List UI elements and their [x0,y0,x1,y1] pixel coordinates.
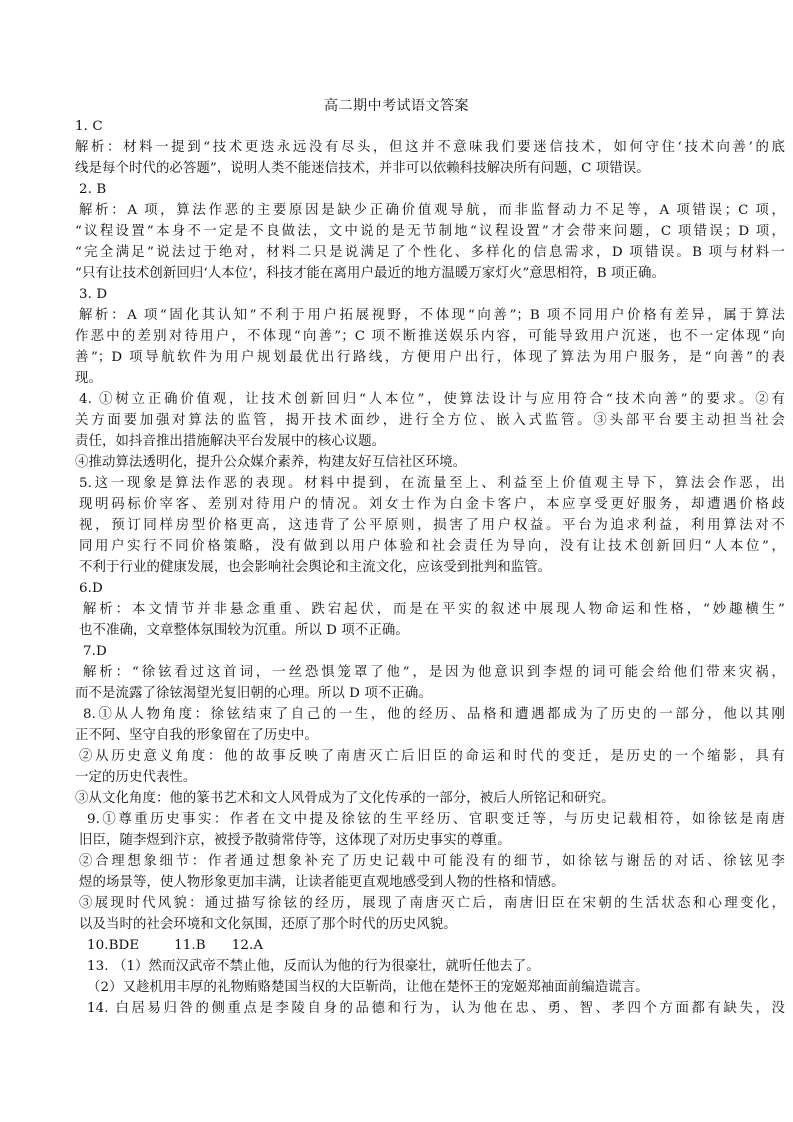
page-title: 高二期中考试语文答案 [324,98,469,114]
text-line: 煜的场景等，使人物形象更加丰满，让读者能更直观地感受到人物的性格和情感。 [79,875,565,890]
text-line: 现明码标价宰客、差别对待用户的情况。刘女士作为白金卡客户，本应享受更好服务，却遭遇价格歧 [79,497,785,512]
answer-number: 3. D [79,287,108,302]
text-line: 以及当时的社会环境和文化氛围，还原了那个时代的历史风貌。 [79,917,457,932]
text-line: 旧臣，随李煜到汴京，被授予散骑常侍等，这体现了对历史事实的尊重。 [79,833,511,848]
answer-number: 10.BDE 11.B 12.A [87,938,264,953]
text-line: 不利于行业的健康发展，也会影响社会舆论和主流文化，应该受到批判和监管。 [79,560,552,575]
text-line: 正不阿、坚守自我的形象留在了历史中。 [75,728,318,743]
text-line: 现。 [75,371,102,386]
answer-number: 6.D [79,581,103,596]
text-line: 解析：本文情节并非悬念重重、跌宕起伏，而是在平实的叙述中展现人物命运和性格，“妙趣横生” [83,602,785,617]
text-line: “议程设置”本身不一定是不良做法，文中说的是无节制地“议程设置”才会带来问题，C 项错误；D 项， [75,224,785,239]
text-line: 9.①尊重历史事实：作者在文中提及徐铉的生平经历、官职变迁等，与历史记载相符，如徐铉是南唐 [87,812,785,827]
text-line: ②从历史意义角度：他的故事反映了南唐灭亡后旧臣的命运和时代的变迁，是历史的一个缩影，具有 [79,749,785,764]
text-line: 善”；D 项导航软件为用户规划最优出行路线，方便用户出行，体现了算法为用户服务，是“向善”的表 [75,350,785,365]
text-line: 解析：“徐铉看过这首词，一丝恐惧笼罩了他”，是因为他意识到李煜的词可能会给他们带来灾祸， [83,665,785,680]
text-line: 8.①从人物角度：徐铉结束了自己的一生，他的经历、品格和遭遇都成为了历史的一部分，他以其刚 [83,707,785,722]
text-line: 责任，如抖音推出措施解决平台发展中的核心议题。 [75,434,386,449]
text-line: ③展现时代风貌：通过描写徐铉的经历，展现了南唐灭亡后，南唐旧臣在宋朝的生活状态和心理变化， [79,896,785,911]
text-line: ②合理想象细节：作者通过想象补充了历史记载中可能没有的细节，如徐铉与谢岳的对话、徐铉见李 [79,854,785,869]
text-line: 一定的历史代表性。 [75,770,197,785]
text-line: 而不是流露了徐铉渴望光复旧朝的心理。所以 D 项不正确。 [75,686,432,701]
text-line: 视，预订同样房型价格更高，这违背了公平原则，损害了用户权益。平台为追求利益，利用算法对不 [79,518,785,533]
text-line: 线是每个时代的必答题”，说明人类不能迷信技术，并非可以依赖科技解决所有问题，C 项错误。 [75,161,650,176]
answer-number: 1. C [75,119,103,134]
text-line: 也不准确，文章整体氛围较为沉重。所以 D 项不正确。 [79,623,409,638]
text-line: 14. 白居易归咎的侧重点是李陵自身的品德和行为，认为他在忠、勇、智、孝四个方面都有缺失，没 [87,1001,785,1016]
text-line: 4. ①树立正确价值观，让技术创新回归“人本位”，使算法设计与应用符合“技术向善”的要求。②有 [79,392,785,407]
text-line: ④推动算法透明化，提升公众媒介素养，构建友好互信社区环境。 [75,455,467,470]
text-line: （2）又趁机用丰厚的礼物贿赂楚国当权的大臣靳尚，让他在楚怀王的宠姬郑袖面前编造谎言。 [87,980,649,995]
text-line: 解析：A 项，算法作恶的主要原因是缺少正确价值观导航，而非监督动力不足等，A 项错误；C 项， [79,203,785,218]
text-line: 作恶中的差别对待用户，不体现“向善”；C 项不断推送娱乐内容，可能导致用户沉迷，也不一定体现“向 [75,329,785,344]
text-line: 5.这一现象是算法作恶的表现。材料中提到，在流量至上、利益至上价值观主导下，算法会作恶，出 [79,476,785,491]
text-line: 解析：材料一提到“技术更迭永远没有尽头，但这并不意味我们要迷信技术，如何守住‘技术向善’的底 [75,140,785,155]
text-line: “完全满足”说法过于绝对，材料二只是说满足了个性化、多样化的信息需求，D 项错误。B 项与材料一 [75,245,785,260]
text-line: 同用户实行不同价格策略，没有做到以用户体验和社会责任为导向，没有让技术创新回归“人本位”， [79,539,785,554]
answer-number: 2. B [79,182,107,197]
text-line: 解析：A 项“固化其认知”不利于用户拓展视野，不体现“向善”；B 项不同用户价格有差异，属于算法 [79,308,785,323]
text-line: “只有让技术创新回归‘人本位’，科技才能在离用户最近的地方温暖万家灯火”意思相符，B 项正确。 [75,266,666,281]
text-line: 13. （1）然而汉武帝不禁止他，反而认为他的行为很豪壮，就听任他去了。 [87,959,540,974]
text-line: ③从文化角度：他的篆书艺术和文人风骨成为了文化传承的一部分，被后人所铭记和研究。 [75,791,615,806]
answer-number: 7.D [83,644,107,659]
text-line: 关方面要加强对算法的监管，揭开技术面纱，进行全方位、嵌入式监管。③头部平台要主动担当社会 [75,413,785,428]
